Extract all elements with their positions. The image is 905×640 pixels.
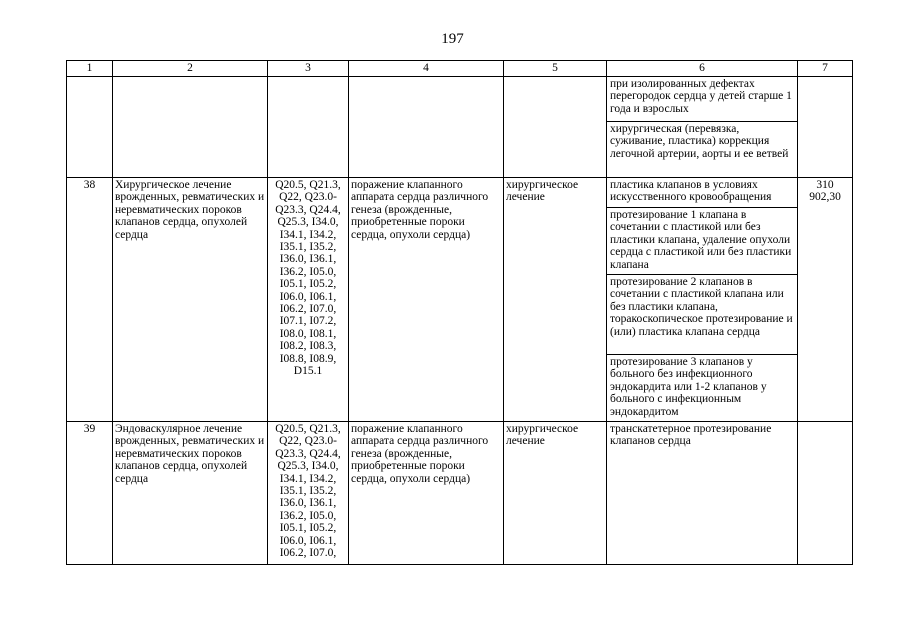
cell-sum [798, 77, 853, 178]
method-item: протезирование 3 клапанов у больного без инфекционного эндокардита или 1-2 клапанов у больного с инфекционным эндокардитом [610, 356, 767, 418]
cell-sum [798, 422, 853, 565]
cell-name: Эндоваскулярное лечение врожденных, ревматических и неревматических пороков клапанов сердца, опухолей сердца [113, 422, 268, 565]
table-row-38 [67, 178, 853, 422]
column-header: 7 [798, 61, 853, 77]
column-number-row [67, 61, 853, 77]
column-header: 4 [349, 61, 504, 77]
column-header: 3 [268, 61, 349, 77]
cell-codes: Q20.5, Q21.3, Q22, Q23.0-Q23.3, Q24.4, Q25.3, I34.0, I34.1, I34.2, I35.1, I35.2, I36.0, I36.1, I36.2, I05.0, I05.1, I05.2, I06.0, I06.1, I06.2, I07.0, I07.1, I07.2, I08.0, I08.1, I08.2, I08.3, I08.8, I08.9, D15.1 [268, 178, 349, 422]
cell-sum: 310 902,30 [798, 178, 853, 422]
cell-methods [607, 77, 798, 178]
method-item: хирургическая (перевязка, суживание, пластика) коррекция легочной артерии, аорты и ее ветвей [610, 123, 789, 160]
column-header: 5 [504, 61, 607, 77]
method-item: при изолированных дефектах перегородок сердца у детей старше 1 года и взрослых [607, 77, 797, 122]
cell-codes [268, 77, 349, 178]
top-border-line [0, 0, 905, 1]
cell-name: Хирургическое лечение врожденных, ревматических и неревматических пороков клапанов сердца, опухолей сердца [113, 178, 268, 422]
table-row-continuation [67, 77, 853, 178]
cell-methods [607, 178, 798, 422]
cell-treatment: хирургическое лечение [504, 422, 607, 565]
method-item: пластика клапанов в условиях искусственного кровообращения [607, 178, 797, 208]
cell-num [67, 77, 113, 178]
column-header: 6 [607, 61, 798, 77]
cell-model [349, 77, 504, 178]
cell-num: 38 [67, 178, 113, 422]
cell-treatment: хирургическое лечение [504, 178, 607, 422]
method-item: протезирование 1 клапана в сочетании с пластикой или без пластики клапана, удаление опухоли сердца с пластикой или без пластики клапана [607, 208, 797, 275]
cell-methods [607, 422, 798, 565]
page-number: 197 [441, 31, 464, 47]
column-header: 2 [113, 61, 268, 77]
cell-model: поражение клапанного аппарата сердца различного генеза (врожденные, приобретенные пороки сердца, опухоли сердца) [349, 178, 504, 422]
column-header: 1 [67, 61, 113, 77]
medical-care-table [66, 60, 853, 565]
cell-codes: Q20.5, Q21.3, Q22, Q23.0-Q23.3, Q24.4, Q25.3, I34.0, I34.1, I34.2, I35.1, I35.2, I36.0, I36.1, I36.2, I05.0, I05.1, I05.2, I06.0, I06.1, I06.2, I07.0, [268, 422, 349, 565]
method-item: протезирование 2 клапанов в сочетании с пластикой клапана или без пластики клапана, торакоскопическое протезирование и (или) пластика клапана сердца [607, 275, 797, 355]
cell-treatment [504, 77, 607, 178]
table-row-39 [67, 422, 853, 565]
cell-name [113, 77, 268, 178]
cell-model: поражение клапанного аппарата сердца различного генеза (врожденные, приобретенные пороки сердца, опухоли сердца) [349, 422, 504, 565]
method-item: транскатетерное протезирование клапанов сердца [610, 423, 772, 448]
cell-num: 39 [67, 422, 113, 565]
